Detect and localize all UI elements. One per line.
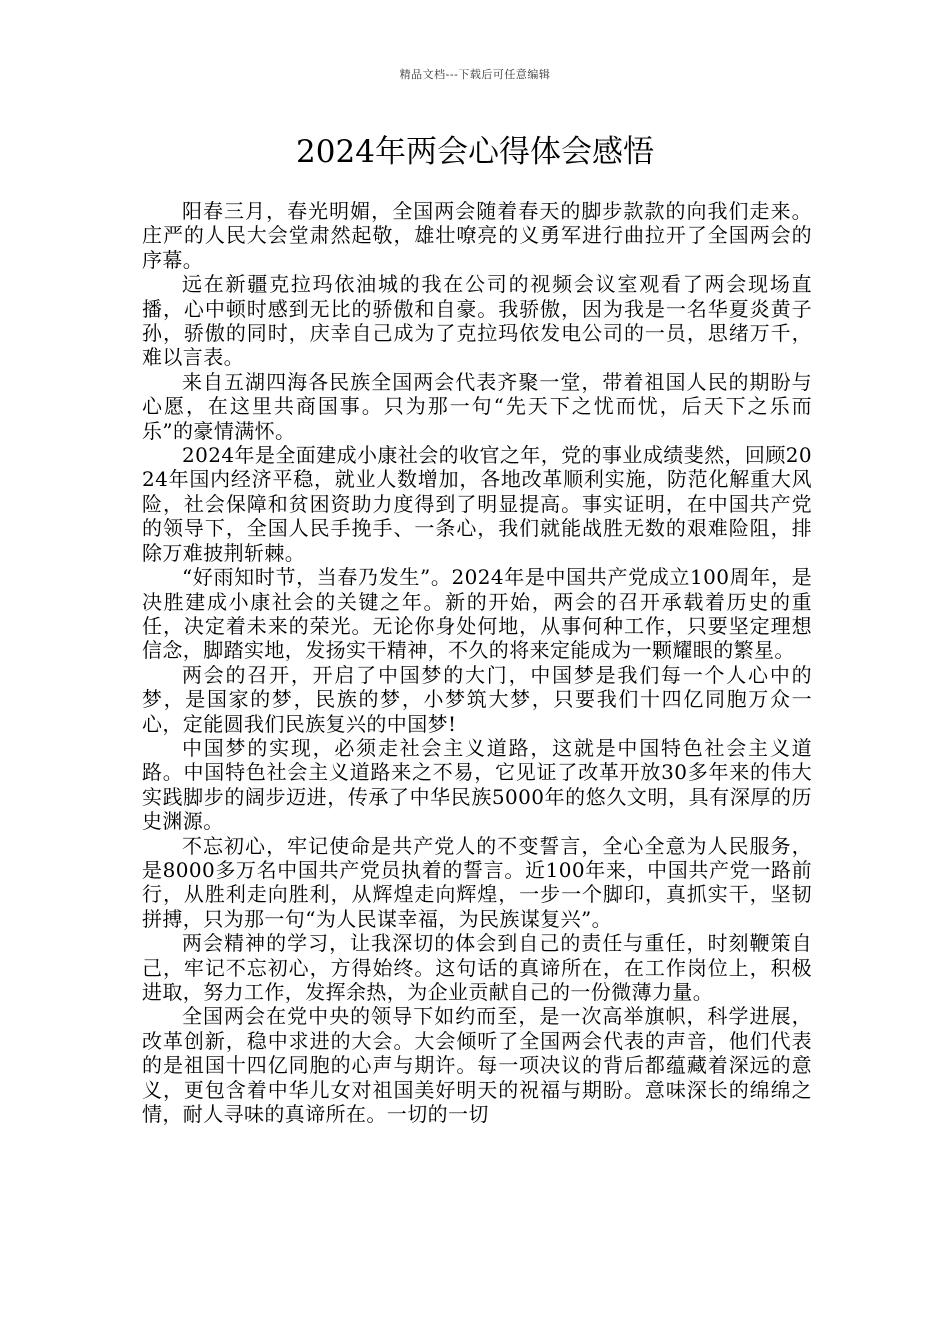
paragraph-10: 全国两会在党中央的领导下如约而至，是一次高举旗帜，科学进展，改革创新，稳中求进的大会。大会倾听了全国两会代表的声音，他们代表的是祖国十四亿同胞的心声与期许。每一项决议的背后都蕴藏着深远的意义，更包含着中华儿女对祖国美好明天的祝福与期盼。意味深长的绵绵之情，耐人寻味的真谛所在。一切的一切 (142, 1004, 812, 1127)
paragraph-7: 中国梦的实现，必须走社会主义道路，这就是中国特色社会主义道路。中国特色社会主义道路来之不易，它见证了改革开放30多年来的伟大实践脚步的阔步迈进，传承了中华民族5000年的悠久文明，具有深厚的历史渊源。 (142, 735, 812, 834)
document-body (142, 199, 812, 1126)
paragraph-6: 两会的召开，开启了中国梦的大门，中国梦是我们每一个人心中的梦，是国家的梦，民族的梦，小梦筑大梦，只要我们十四亿同胞万众一心，定能圆我们民族复兴的中国梦! (142, 662, 812, 736)
paragraph-2: 远在新疆克拉玛依油城的我在公司的视频会议室观看了两会现场直播，心中顿时感到无比的骄傲和自豪。我骄傲，因为我是一名华夏炎黄子孙，骄傲的同时，庆幸自己成为了克拉玛依发电公司的一员，思绪万千，难以言表。 (142, 272, 812, 370)
header-note: 精品文档---下载后可任意编辑 (399, 68, 551, 81)
document-title: 2024年两会心得体会感悟 (296, 134, 654, 170)
paragraph-1: 阳春三月，春光明媚，全国两会随着春天的脚步款款的向我们走来。庄严的人民大会堂肃然起敬，雄壮嘹亮的义勇军进行曲拉开了全国两会的序幕。 (142, 199, 812, 272)
paragraph-8: 不忘初心，牢记使命是共产党人的不变誓言，全心全意为人民服务，是8000多万名中国共产党员执着的誓言。近100年来，中国共产党一路前行，从胜利走向胜利，从辉煌走向辉煌，一步一个脚印，真抓实干，坚韧拼搏，只为那一句“为人民谋幸福，为民族谋复兴”。 (142, 833, 812, 931)
paragraph-3: 来自五湖四海各民族全国两会代表齐聚一堂，带着祖国人民的期盼与心愿，在这里共商国事。只为那一句“先天下之忧而忧，后天下之乐而乐”的豪情满怀。 (142, 369, 812, 443)
paragraph-5: “好雨知时节，当春乃发生”。2024年是中国共产党成立100周年，是决胜建成小康社会的关键之年。新的开始，两会的召开承载着历史的重任，决定着未来的荣光。无论你身处何地，从事何种工作，只要坚定理想信念，脚踏实地，发扬实干精神，不久的将来定能成为一颗耀眼的繁星。 (142, 565, 812, 663)
paragraph-9: 两会精神的学习，让我深切的体会到自己的责任与重任，时刻鞭策自己，牢记不忘初心，方得始终。这句话的真谛所在，在工作岗位上，积极进取，努力工作，发挥余热，为企业贡献自己的一份微薄力量。 (142, 931, 812, 1004)
paragraph-4: 2024年是全面建成小康社会的收官之年，党的事业成绩斐然，回顾2024年国内经济平稳，就业人数增加，各地改革顺利实施，防范化解重大风险，社会保障和贫困资助力度得到了明显提高。事实证明，在中国共产党的领导下，全国人民手挽手、一条心，我们就能战胜无数的艰难险阻，排除万难披荆斩棘。 (142, 443, 812, 565)
